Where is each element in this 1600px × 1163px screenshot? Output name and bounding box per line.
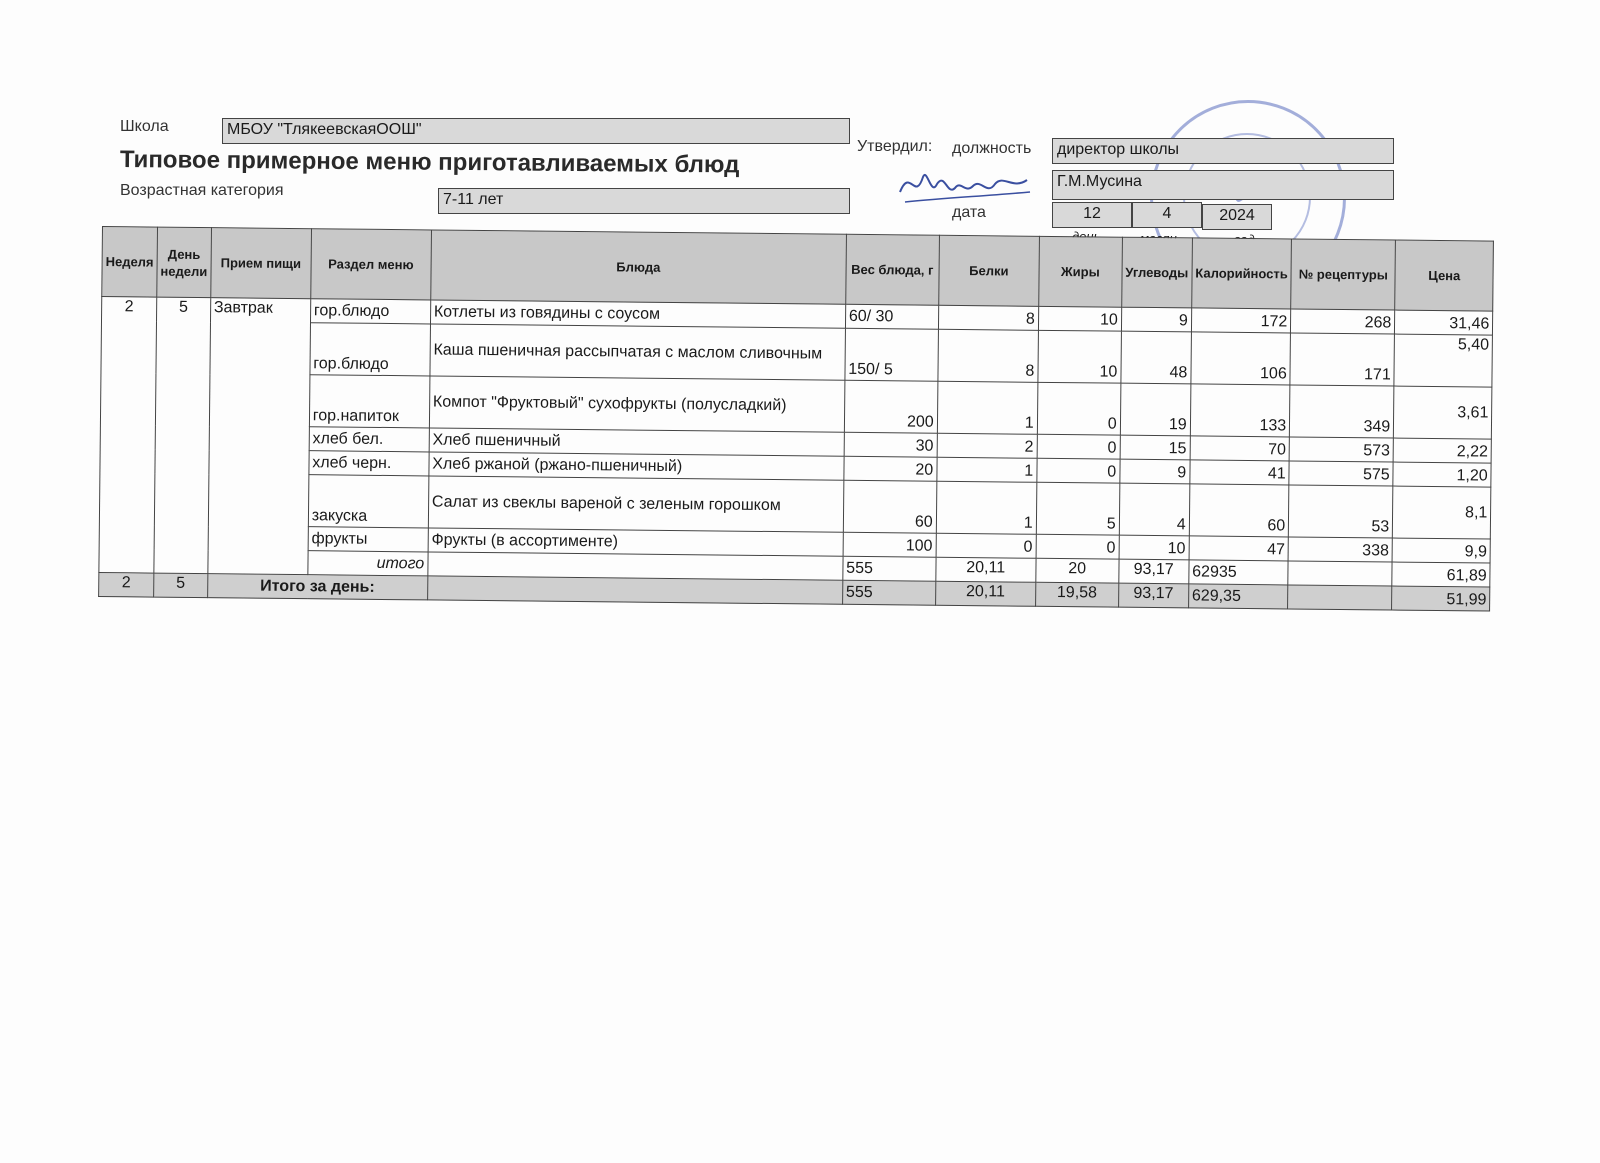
price-cell: 5,40 [1394,334,1493,387]
recipe-cell: 53 [1289,485,1394,538]
day-total-dish-blank [427,576,842,604]
carbs-cell: 9 [1120,459,1190,484]
weight-cell: 200 [844,380,938,433]
weight-cell: 150/ 5 [845,328,939,381]
col-header-section: Раздел меню [311,229,432,300]
itogo-fat: 20 [1036,558,1119,583]
fat-cell: 10 [1038,306,1121,331]
school-label: Школа [120,118,169,135]
col-header-meal: Прием пищи [211,228,312,299]
section-cell: гор.блюдо [310,299,430,324]
calories-cell: 133 [1190,384,1290,437]
weight-cell: 20 [844,456,937,481]
week-cell: 2 [99,297,157,574]
dish-cell: Фрукты (в ассортименте) [428,528,843,556]
day-total-calories: 629,35 [1188,584,1288,609]
col-header-carbs: Углеводы [1121,237,1192,308]
protein-cell: 1 [937,457,1037,482]
weight-cell: 60 [843,480,937,533]
price-cell: 2,22 [1393,438,1491,463]
day-total-label: Итого за день: [207,574,427,600]
weekday-cell: 5 [154,297,211,574]
dish-cell: Котлеты из говядины с соусом [430,300,845,328]
itogo-label: итого [308,551,428,576]
director-name-field: Г.М.Мусина [1052,170,1394,200]
meal-cell: Завтрак [208,298,311,575]
fat-cell: 10 [1038,330,1122,383]
price-cell: 1,20 [1393,462,1491,487]
section-cell: хлеб бел. [309,427,429,452]
recipe-cell: 349 [1290,385,1395,438]
price-cell: 8,1 [1393,486,1492,539]
weight-cell: 30 [844,432,937,457]
itogo-weight: 555 [843,556,936,581]
recipe-cell: 575 [1289,461,1393,486]
carbs-cell: 4 [1119,483,1190,536]
protein-cell: 8 [938,329,1039,382]
col-header-week: Неделя [102,227,158,298]
calories-cell: 70 [1190,436,1290,461]
school-field: МБОУ "ТлякеевскаяООШ" [222,118,850,144]
recipe-cell: 171 [1290,333,1395,386]
carbs-cell: 15 [1120,435,1190,460]
day-total-carbs: 93,17 [1118,583,1188,608]
carbs-cell: 48 [1121,331,1192,384]
dish-cell: Хлеб пшеничный [429,428,844,456]
col-header-price: Цена [1395,240,1494,311]
calories-cell: 106 [1191,332,1291,385]
date-year-field: 2024 [1202,204,1272,230]
day-total-price: 51,99 [1392,586,1490,611]
date-day-field: 12 [1052,202,1132,228]
recipe-cell: 338 [1288,537,1392,562]
itogo-recipe [1288,561,1392,586]
dish-cell: Компот "Фруктовый" сухофрукты (полусладкий) [429,376,845,432]
day-total-protein: 20,11 [935,581,1035,606]
col-header-weight: Вес блюда, г [845,234,939,305]
col-header-dish: Блюда [431,230,847,304]
weight-cell: 60/ 30 [845,304,938,329]
day-total-week: 2 [99,572,154,597]
dish-cell: Салат из свеклы вареной с зеленым горошком [428,476,844,532]
calories-cell: 47 [1189,536,1289,561]
dish-cell: Каша пшеничная рассыпчатая с маслом сливочным [430,324,846,380]
date-label: дата [952,204,986,221]
calories-cell: 41 [1190,460,1290,485]
col-header-weekday: День недели [157,227,212,298]
protein-cell: 0 [936,533,1036,558]
protein-cell: 1 [937,381,1038,434]
page-title: Типовое примерное меню приготавливаемых блюд [119,146,740,179]
day-total-weekday: 5 [154,573,208,598]
carbs-cell: 10 [1119,535,1189,560]
day-total-fat: 19,58 [1035,582,1118,607]
calories-cell: 172 [1191,308,1291,333]
price-cell: 31,46 [1395,310,1493,335]
section-cell: гор.напиток [309,375,430,428]
col-header-protein: Белки [938,235,1039,306]
calories-cell: 60 [1189,484,1289,537]
fat-cell: 0 [1036,534,1119,559]
protein-cell: 2 [937,433,1037,458]
day-total-recipe [1288,585,1392,610]
age-category-label: Возрастная категория [120,182,284,199]
col-header-fat: Жиры [1038,236,1122,307]
recipe-cell: 573 [1289,437,1393,462]
menu-table [98,226,1494,612]
section-cell: закуска [308,475,429,528]
age-category-field: 7-11 лет [438,188,850,214]
col-header-recipe: № рецептуры [1291,239,1396,310]
itogo-protein: 20,11 [936,557,1036,582]
section-cell: хлеб черн. [309,451,429,476]
price-cell: 3,61 [1394,386,1493,439]
section-cell: фрукты [308,527,428,552]
dish-cell: Хлеб ржаной (ржано-пшеничный) [429,452,844,480]
position-field: директор школы [1052,138,1394,164]
approved-label: Утвердил: [857,138,933,155]
section-cell: гор.блюдо [310,323,431,376]
carbs-cell: 19 [1120,383,1191,436]
itogo-price: 61,89 [1392,562,1490,587]
recipe-cell: 268 [1291,309,1395,334]
protein-cell: 8 [938,305,1038,330]
protein-cell: 1 [936,481,1037,534]
itogo-calories: 62935 [1189,560,1289,585]
weight-cell: 100 [843,532,936,557]
price-cell: 9,9 [1392,538,1490,563]
fat-cell: 0 [1037,382,1121,435]
fat-cell: 5 [1036,482,1120,535]
date-month-field: 4 [1132,202,1202,228]
col-header-calories: Калорийность [1191,238,1291,309]
fat-cell: 0 [1037,434,1120,459]
position-label: должность [952,140,1032,157]
fat-cell: 0 [1037,458,1120,483]
itogo-carbs: 93,17 [1119,559,1189,584]
carbs-cell: 9 [1121,307,1191,332]
day-total-weight: 555 [842,580,935,605]
